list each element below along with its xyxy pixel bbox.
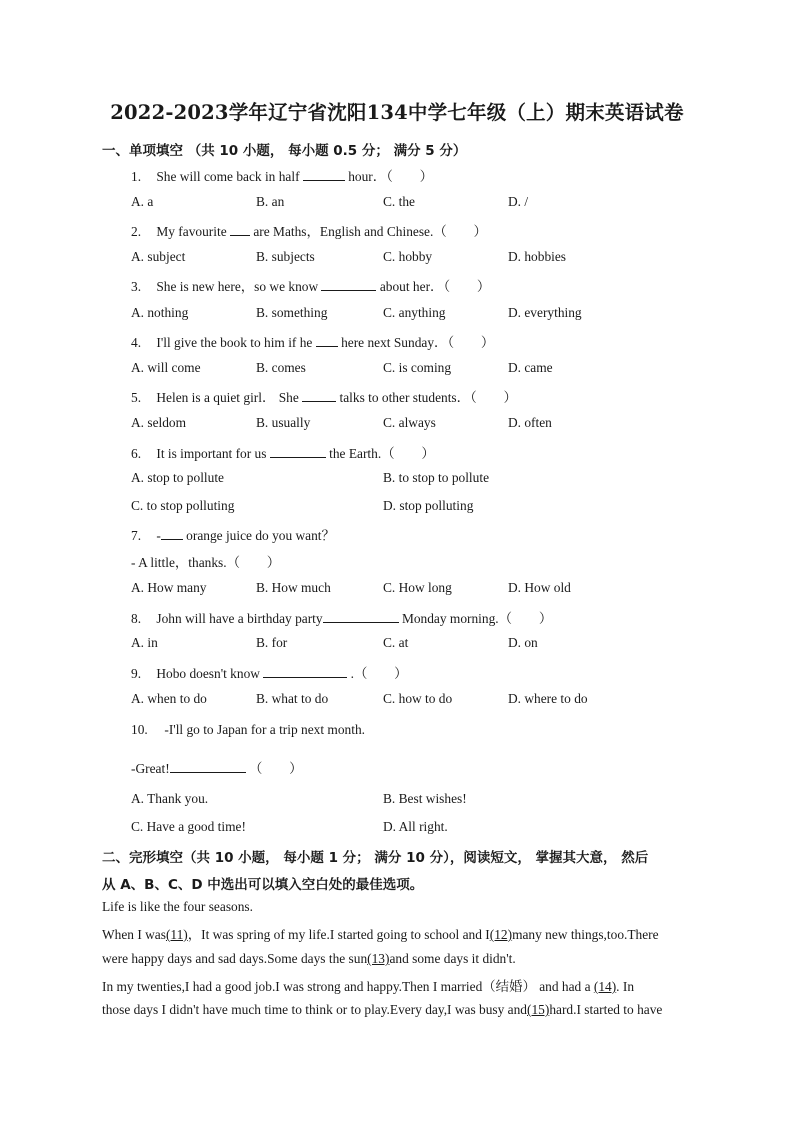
option-d[interactable]: D. hobbies: [508, 249, 567, 264]
answer-blank[interactable]: [302, 389, 336, 402]
option-a[interactable]: A. will come: [131, 360, 201, 375]
option-d[interactable]: D. /: [508, 194, 529, 209]
option-d[interactable]: D. everything: [508, 305, 582, 320]
section-2-heading-line-1: 二、完形填空（共 10 小题， 每小题 1 分； 满分 10 分），阅读短文， 掌握其大意， 然后: [102, 850, 649, 866]
passage-line-4: In my twenties,I had a good job.I was strong and happy.Then I married（结婚） and had a (14). In: [102, 979, 635, 994]
option-b[interactable]: B. Best wishes!: [383, 791, 467, 806]
option-d[interactable]: D. often: [508, 415, 552, 430]
option-d[interactable]: D. came: [508, 360, 553, 375]
option-d[interactable]: D. How old: [508, 580, 571, 595]
cloze-blank-13[interactable]: (13): [367, 951, 390, 966]
options-row-5: [0, 415, 794, 433]
cloze-blank-11[interactable]: (11): [165, 927, 188, 942]
option-c[interactable]: C. the: [383, 194, 415, 209]
options-row-1: [0, 194, 794, 212]
options-row-2: [0, 249, 794, 267]
question-10-response: -Great! （ ）: [131, 761, 303, 776]
option-c[interactable]: C. how to do: [383, 691, 453, 706]
option-c[interactable]: C. always: [383, 415, 436, 430]
option-b[interactable]: B. usually: [256, 415, 311, 430]
passage-line-3: were happy days and sad days.Some days the sun(13)and some days it didn't.: [102, 951, 516, 966]
option-b[interactable]: B. what to do: [256, 691, 329, 706]
answer-blank[interactable]: [303, 168, 345, 181]
options-row-7: [0, 580, 794, 598]
question-7-response: - A little，thanks.（ ）: [131, 555, 281, 570]
answer-blank[interactable]: [161, 527, 183, 540]
question-6: 6. It is important for us the Earth.（ ）: [131, 446, 435, 461]
option-c[interactable]: C. Have a good time!: [131, 819, 246, 834]
option-a[interactable]: A. nothing: [131, 305, 189, 320]
option-b[interactable]: B. subjects: [256, 249, 315, 264]
option-a[interactable]: A. when to do: [131, 691, 207, 706]
cloze-blank-15[interactable]: (15): [527, 1002, 550, 1017]
options-row-10b: [0, 819, 794, 837]
answer-blank[interactable]: [170, 760, 246, 773]
options-row-6b: [0, 498, 794, 516]
options-row-4: [0, 360, 794, 378]
section-1-heading: 一、单项填空 （共 10 小题， 每小题 0.5 分； 满分 5 分）: [102, 143, 467, 159]
option-a[interactable]: A. in: [131, 635, 158, 650]
page-title: 2022-2023学年辽宁省沈阳134中学七年级（上）期末英语试卷: [110, 101, 684, 124]
option-d[interactable]: D. on: [508, 635, 538, 650]
option-d[interactable]: D. where to do: [508, 691, 588, 706]
options-row-6a: [0, 470, 794, 488]
passage-line-5: those days I didn't have much time to think or to play.Every day,I was busy and(15)hard.I started to have: [102, 1002, 663, 1017]
option-b[interactable]: B. something: [256, 305, 328, 320]
cloze-blank-14[interactable]: (14): [593, 979, 617, 994]
option-b[interactable]: B. comes: [256, 360, 306, 375]
option-c[interactable]: C. to stop polluting: [131, 498, 235, 513]
option-d[interactable]: D. stop polluting: [383, 498, 474, 513]
option-b[interactable]: B. How much: [256, 580, 331, 595]
option-c[interactable]: C. at: [383, 635, 409, 650]
question-4: 4. I'll give the book to him if he here next Sunday．（ ）: [131, 335, 495, 350]
options-row-10a: [0, 791, 794, 809]
question-3: 3. She is new here，so we know about her．（ ）: [131, 279, 491, 294]
answer-blank[interactable]: [316, 334, 338, 347]
option-a[interactable]: A. a: [131, 194, 154, 209]
options-row-8: [0, 635, 794, 653]
answer-blank[interactable]: [323, 610, 399, 623]
option-a[interactable]: A. stop to pollute: [131, 470, 224, 485]
passage-line-1: Life is like the four seasons.: [102, 899, 253, 914]
cloze-blank-12[interactable]: (12): [489, 927, 513, 942]
option-c[interactable]: C. anything: [383, 305, 446, 320]
option-d[interactable]: D. All right.: [383, 819, 448, 834]
options-row-3: [0, 305, 794, 323]
option-a[interactable]: A. seldom: [131, 415, 187, 430]
answer-blank[interactable]: [270, 445, 326, 458]
question-8: 8. John will have a birthday party Monday morning.（ ）: [131, 611, 553, 626]
option-a[interactable]: A. Thank you.: [131, 791, 209, 806]
option-a[interactable]: A. subject: [131, 249, 186, 264]
option-b[interactable]: B. to stop to pollute: [383, 470, 490, 485]
question-2: 2. My favourite are Maths，English and Chinese.（ ）: [131, 224, 487, 239]
passage-line-2: When I was(11)，It was spring of my life.I started going to school and I(12)many new things,too.There: [102, 927, 659, 942]
option-a[interactable]: A. How many: [131, 580, 207, 595]
option-c[interactable]: C. hobby: [383, 249, 433, 264]
option-b[interactable]: B. an: [256, 194, 285, 209]
option-c[interactable]: C. How long: [383, 580, 452, 595]
question-10: 10. -I'll go to Japan for a trip next month.: [131, 722, 365, 737]
options-row-9: [0, 691, 794, 709]
question-7: 7. - orange juice do you want？: [131, 528, 335, 543]
option-b[interactable]: B. for: [256, 635, 288, 650]
answer-blank[interactable]: [321, 278, 376, 291]
answer-blank[interactable]: [263, 665, 347, 678]
question-5: 5. Helen is a quiet girl． She talks to other students．（ ）: [131, 390, 517, 405]
section-2-heading-line-2: 从 A、B、C、D 中选出可以填入空白处的最佳选项。: [102, 877, 424, 893]
option-c[interactable]: C. is coming: [383, 360, 452, 375]
question-9: 9. Hobo doesn't know .（ ）: [131, 666, 408, 681]
answer-blank[interactable]: [230, 223, 250, 236]
question-1: 1. She will come back in half hour．（ ）: [131, 169, 434, 184]
